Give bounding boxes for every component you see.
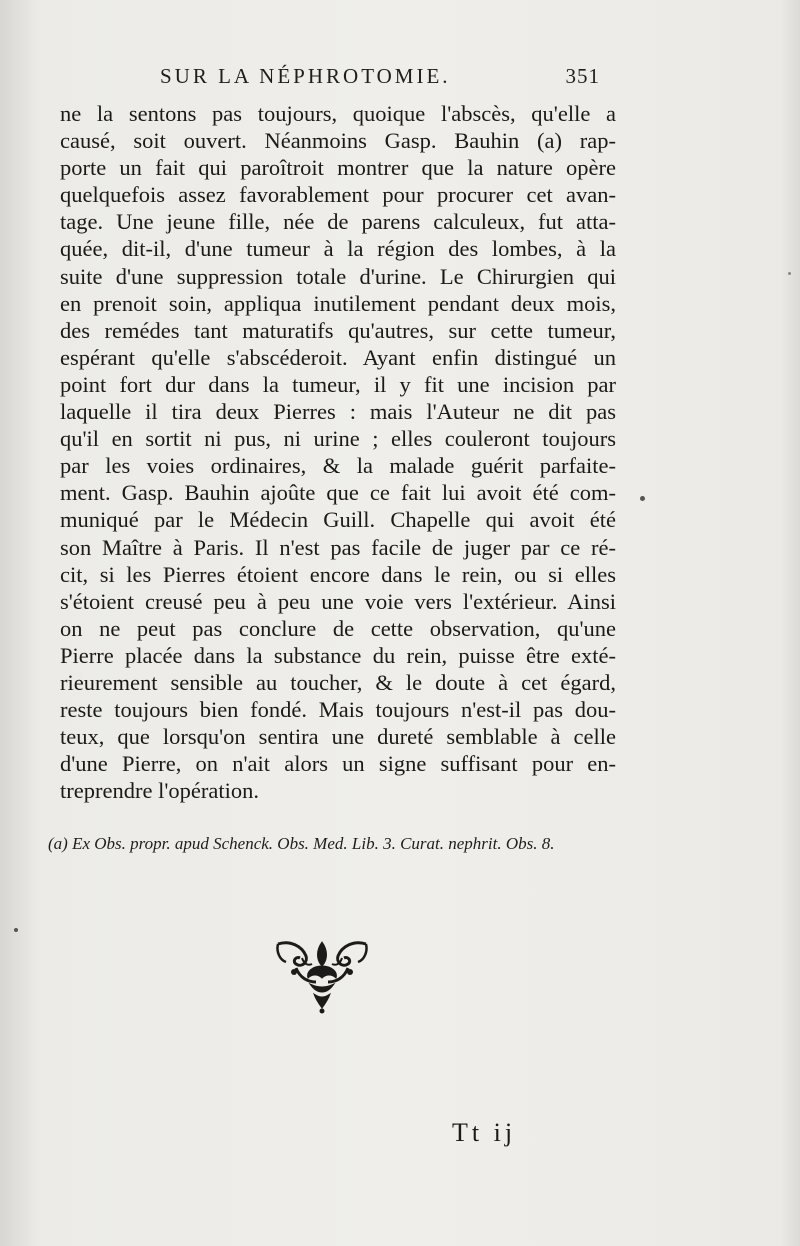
text-line: treprendre l'opération. [60, 778, 259, 804]
text-line: teux, que lorsqu'on sentira une dureté semblable à celle [60, 724, 616, 750]
text-line: point fort dur dans la tumeur, il y fit une incision par [60, 371, 616, 397]
ink-speck [788, 272, 791, 275]
fleuron-ornament-icon [272, 938, 372, 1014]
text-line: son Maître à Paris. Il n'est pas facile de juger par ce ré- [60, 534, 616, 560]
text-line: des remédes tant maturatifs qu'autres, sur cette tumeur, [60, 317, 616, 343]
body-text [60, 100, 616, 804]
ink-speck [640, 496, 645, 501]
text-line: en prenoit soin, appliqua inutilement pendant deux mois, [60, 290, 616, 316]
text-line: ment. Gasp. Bauhin ajoûte que ce fait lui avoit été com- [60, 480, 616, 506]
text-line: Pierre placée dans la substance du rein, puisse être exté- [60, 642, 616, 668]
text-line: on ne peut pas conclure de cette observation, qu'une [60, 615, 616, 641]
text-line: suite d'une suppression totale d'urine. Le Chirurgien qui [60, 263, 616, 289]
text-line: par les voies ordinaires, & la malade guérit parfaite- [60, 453, 616, 479]
text-line: muniqué par le Médecin Guill. Chapelle qui avoit été [60, 507, 616, 533]
text-line: cit, si les Pierres étoient encore dans le rein, ou si elles [60, 561, 616, 587]
page-number: 351 [565, 64, 600, 88]
text-line: porte un fait qui paroîtroit montrer que la nature opère [60, 155, 616, 181]
text-line: rieurement sensible au toucher, & le doute à cet égard, [60, 669, 616, 695]
footnote: (a) Ex Obs. propr. apud Schenck. Obs. Med. Lib. 3. Curat. nephrit. Obs. 8. [48, 834, 555, 853]
text-line: d'une Pierre, on n'ait alors un signe suffisant pour en- [60, 751, 616, 777]
signature-mark: Tt ij [452, 1118, 517, 1147]
text-line: causé, soit ouvert. Néanmoins Gasp. Bauhin (a) rap- [60, 128, 616, 154]
text-line: quée, dit-il, d'une tumeur à la région des lombes, à la [60, 236, 616, 262]
text-line: tage. Une jeune fille, née de parens calculeux, fut atta- [60, 209, 616, 235]
text-line: s'étoient creusé peu à peu une voie vers l'extérieur. Ainsi [60, 588, 616, 614]
text-line: reste toujours bien fondé. Mais toujours n'est-il pas dou- [60, 697, 616, 723]
text-line: quelquefois assez favorablement pour procurer cet avan- [60, 182, 616, 208]
text-line: ne la sentons pas toujours, quoique l'abscès, qu'elle a [60, 101, 616, 126]
text-line: espérant qu'elle s'abscéderoit. Ayant enfin distingué un [60, 344, 616, 370]
ink-speck [14, 928, 18, 932]
running-title: SUR LA NÉPHROTOMIE. [160, 64, 451, 88]
running-head [160, 64, 600, 94]
text-line: laquelle il tira deux Pierres : mais l'Auteur ne dit pas [60, 399, 616, 425]
text-line: qu'il en sortit ni pus, ni urine ; elles couleront toujours [60, 426, 616, 452]
